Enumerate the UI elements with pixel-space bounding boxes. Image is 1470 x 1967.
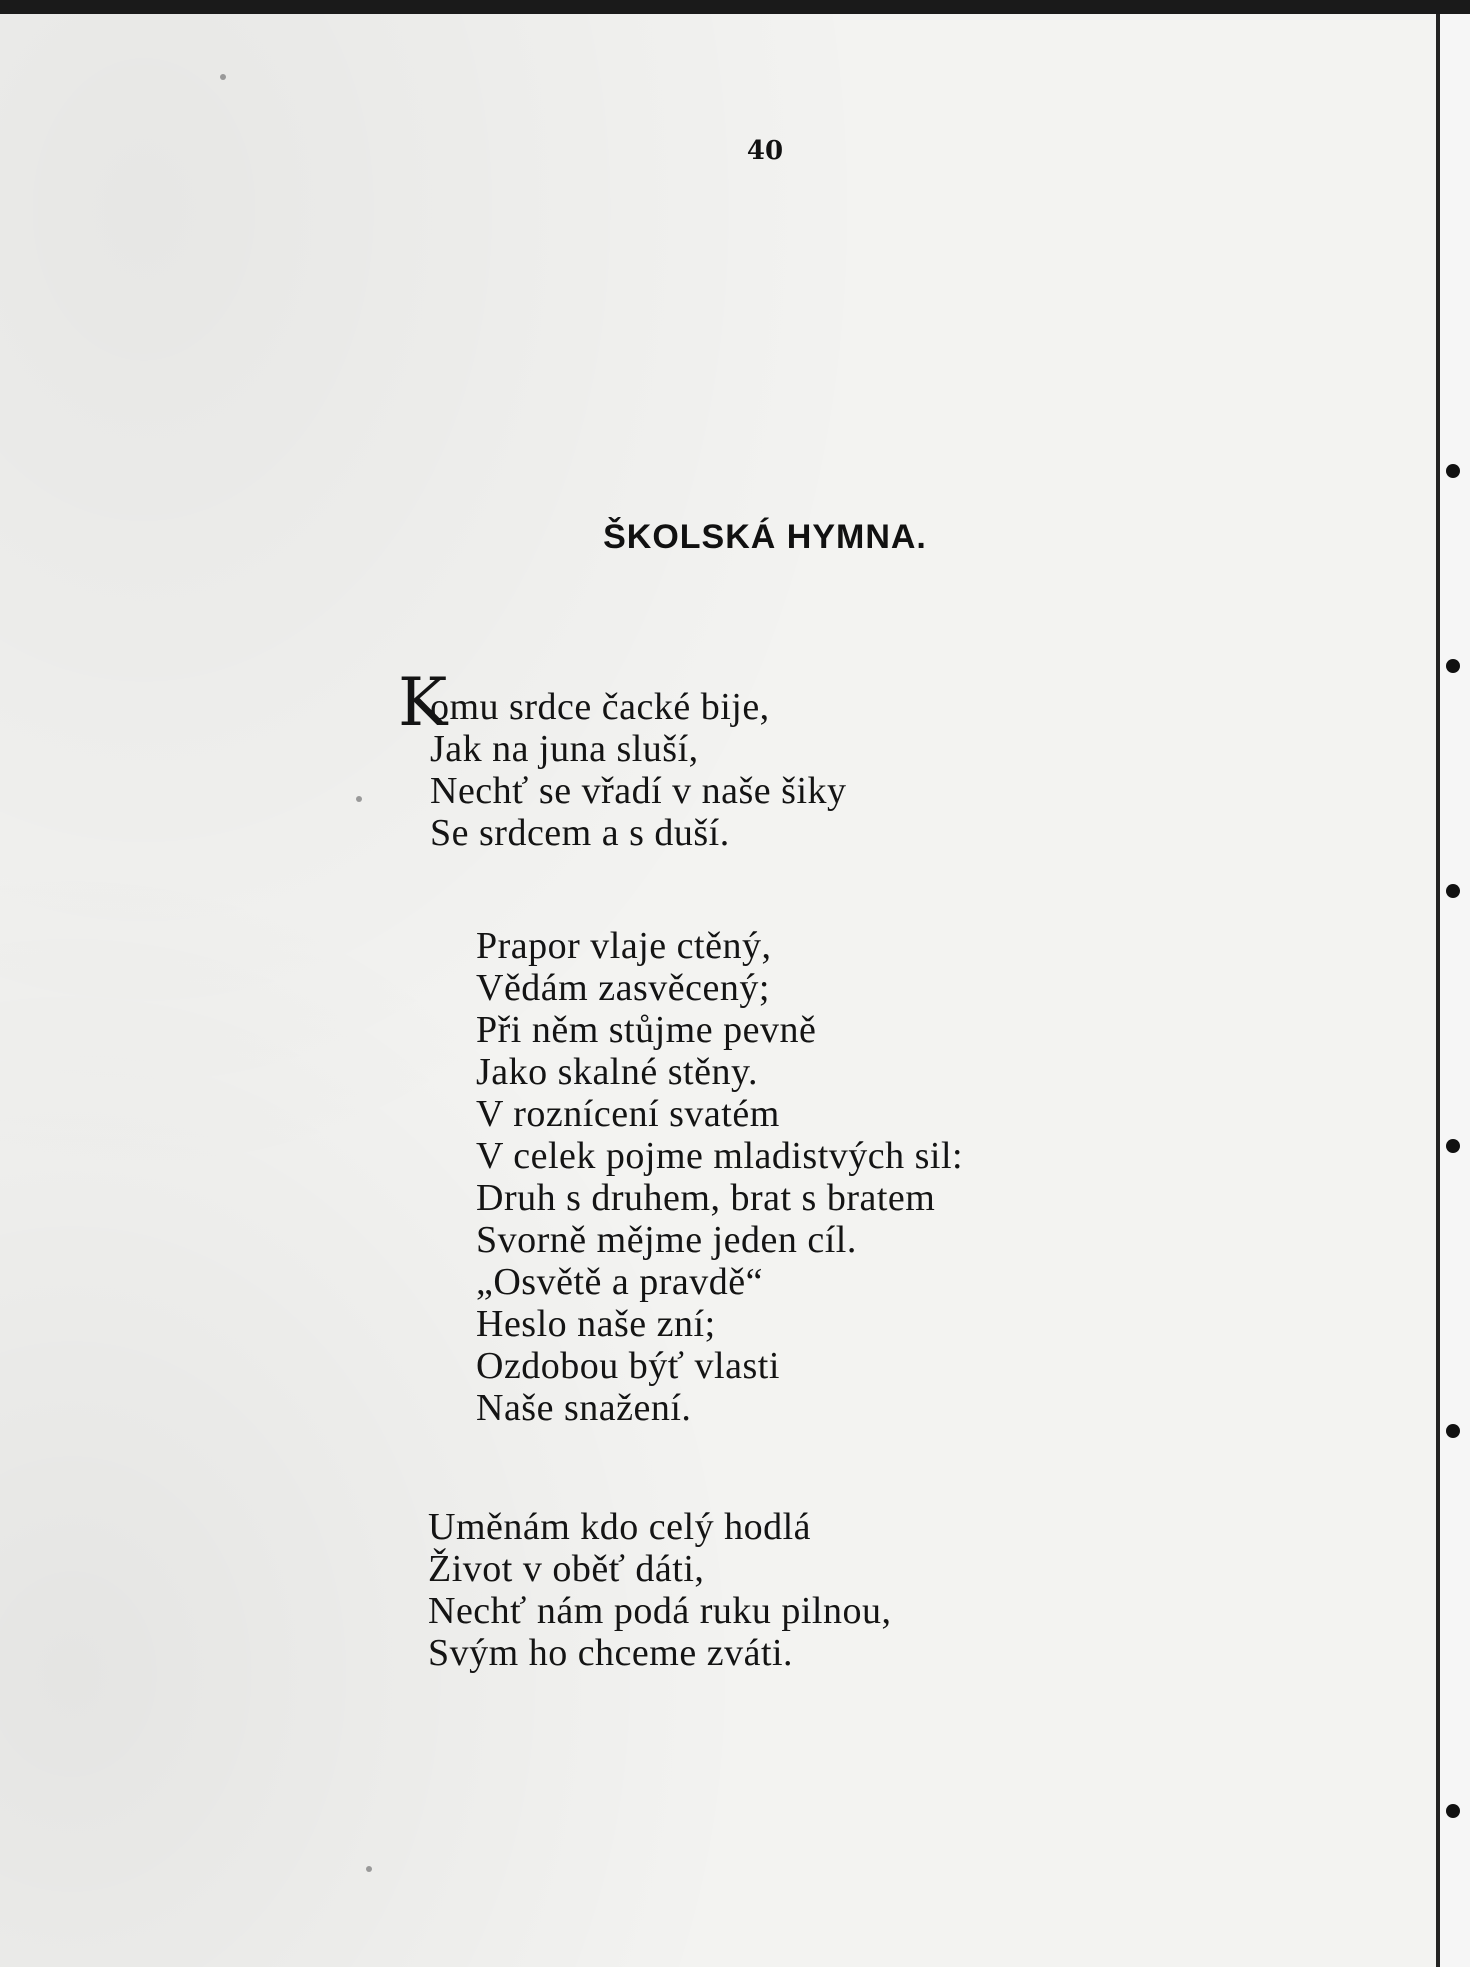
poem-title: ŠKOLSKÁ HYMNA. bbox=[603, 518, 927, 556]
verse-line: Druh s druhem, brat s bratem bbox=[476, 1177, 936, 1219]
verse-line: Prapor vlaje ctěný, bbox=[476, 925, 772, 967]
paper-speck bbox=[356, 796, 362, 802]
verse-line: Uměnám kdo celý hodlá bbox=[428, 1506, 812, 1548]
verse-line: Nechť nám podá ruku pilnou, bbox=[428, 1590, 892, 1632]
verse-line: V roznícení svatém bbox=[476, 1093, 780, 1135]
drop-cap: K bbox=[398, 664, 448, 741]
stanza-3 bbox=[428, 1506, 891, 1674]
binding-mark bbox=[1446, 464, 1460, 478]
binding-mark bbox=[1446, 1424, 1460, 1438]
verse-line: Vědám zasvěcený; bbox=[476, 967, 770, 1009]
verse-line: Nechť se vřadí v naše šiky bbox=[430, 770, 847, 812]
verse-line: Se srdcem a s duší. bbox=[430, 812, 730, 854]
binding-mark bbox=[1446, 1804, 1460, 1818]
verse-line: Heslo naše zní; bbox=[476, 1303, 716, 1345]
binding-mark bbox=[1446, 1139, 1460, 1153]
binding-mark bbox=[1446, 884, 1460, 898]
verse-line: Svorně mějme jeden cíl. bbox=[476, 1219, 857, 1261]
verse-line: Svým ho chceme zváti. bbox=[428, 1632, 794, 1674]
verse-line: Jako skalné stěny. bbox=[476, 1051, 758, 1093]
verse-line: Jak na juna sluší, bbox=[430, 728, 699, 770]
binding-mark bbox=[1446, 659, 1460, 673]
page-number: 40 bbox=[746, 136, 784, 166]
verse-line: Při něm stůjme pevně bbox=[476, 1009, 817, 1051]
paper-speck bbox=[220, 74, 226, 80]
verse-line: omu srdce čacké bije, bbox=[430, 686, 770, 728]
verse-line: Naše snažení. bbox=[476, 1387, 692, 1429]
verse-line: „Osvětě a pravdě“ bbox=[476, 1261, 764, 1303]
verse-line: V celek pojme mladistvých sil: bbox=[476, 1135, 964, 1177]
stanza-1 bbox=[398, 664, 847, 854]
stanza-2 bbox=[476, 925, 963, 1429]
paper-speck bbox=[366, 1866, 372, 1872]
verse-line: Ozdobou býť vlasti bbox=[476, 1345, 780, 1387]
verse-line: Život v oběť dáti, bbox=[428, 1548, 705, 1590]
page-binding-edge bbox=[1436, 14, 1470, 1967]
